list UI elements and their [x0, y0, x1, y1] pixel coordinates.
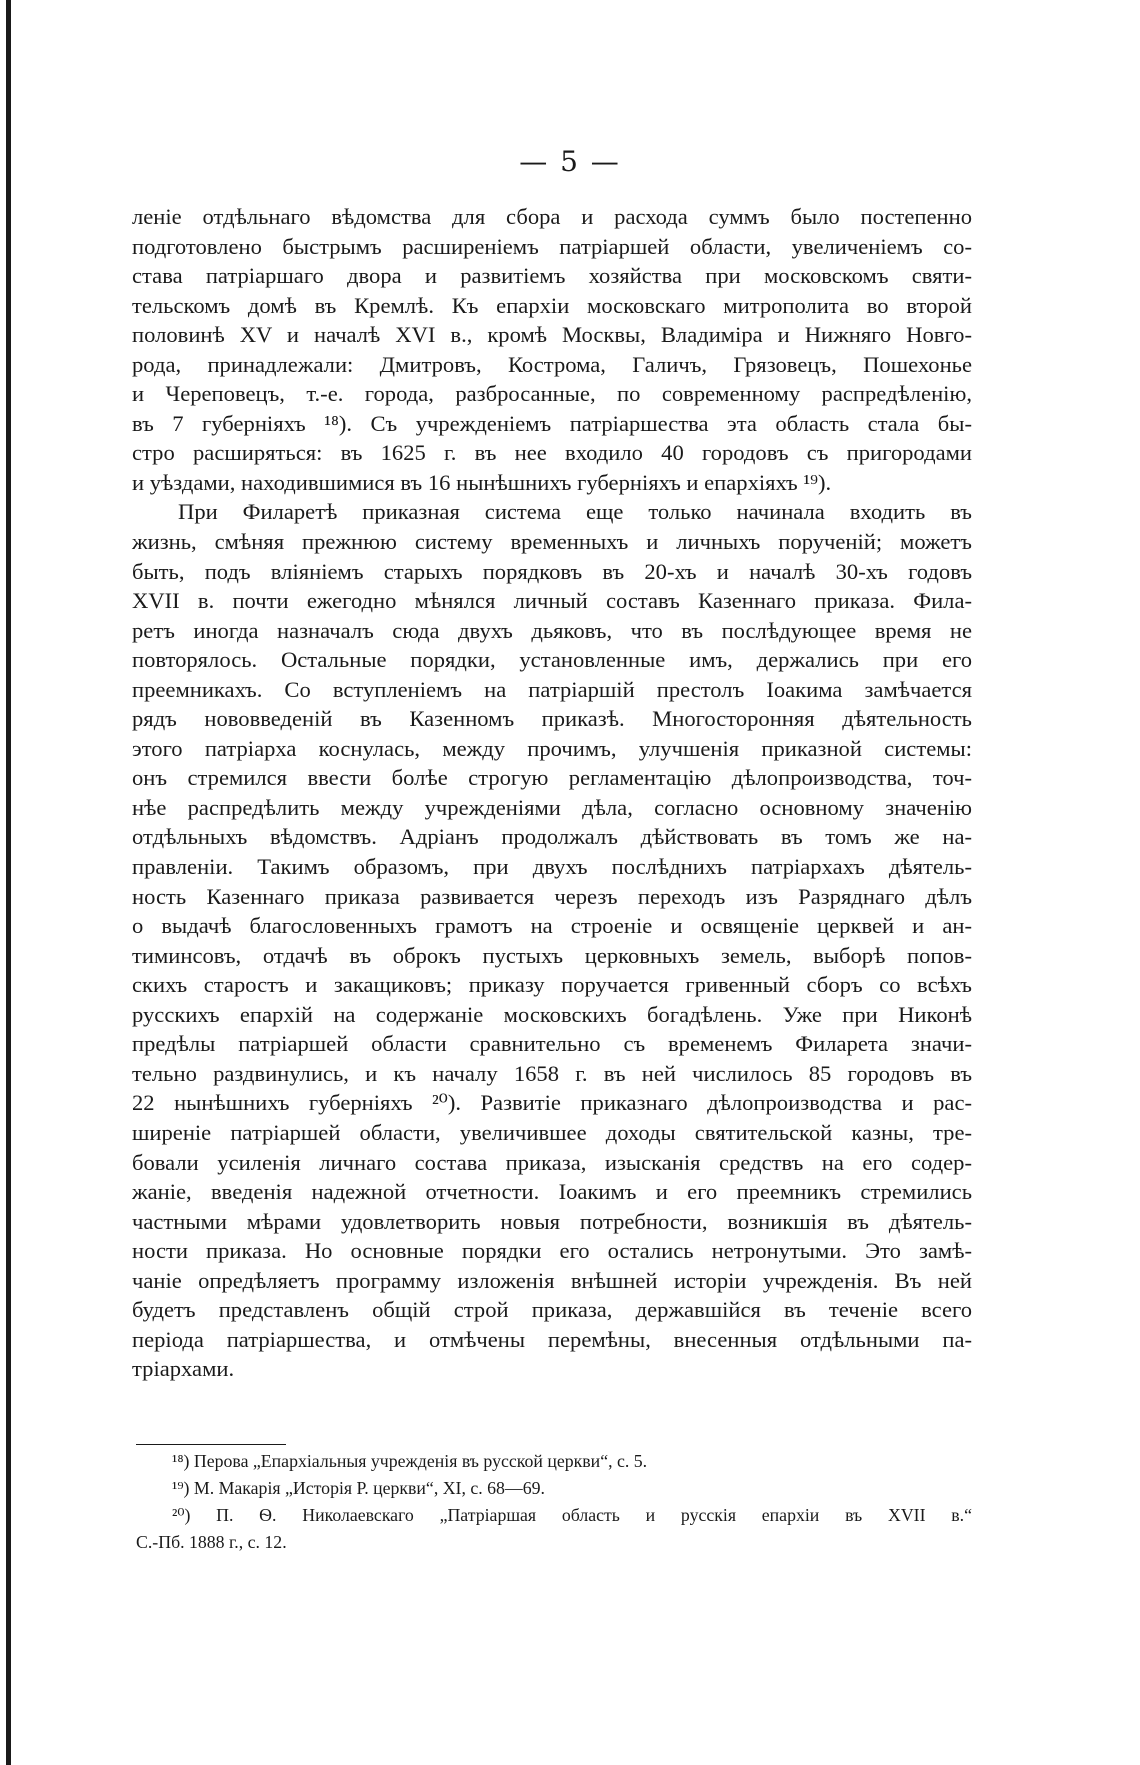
text-line: ретъ иногда назначалъ сюда двухъ дьяковъ, что въ послѣдующее время не	[132, 617, 972, 643]
text-line: тельскомъ домѣ въ Кремлѣ. Къ епархіи московскаго митрополита во второй	[132, 292, 972, 318]
page-number: — 5 —	[519, 145, 621, 178]
text-line: частными мѣрами удовлетворить новыя потребности, возникшія въ дѣятель-	[132, 1208, 972, 1234]
footnote-18: ¹⁸) Перова „Епархіальныя учрежденія въ русской церкви“, с. 5.	[172, 1451, 648, 1471]
text-line: рода, принадлежали: Дмитровъ, Кострома, Галичъ, Грязовецъ, Пошехонье	[132, 351, 972, 377]
text-line: скихъ старостъ и закащиковъ; приказу поручается гривенный сборъ со всѣхъ	[132, 972, 972, 998]
text-line: става патріаршаго двора и развитіемъ хозяйства при московскомъ святи-	[132, 263, 972, 289]
text-line: преемникахъ. Со вступленіемъ на патріаршій престолъ Іоакима замѣчается	[132, 676, 972, 702]
footnote-20-continuation: С.-Пб. 1888 г., с. 12.	[136, 1532, 287, 1552]
text-line: и уѣздами, находившимися въ 16 нынѣшнихъ губерніяхъ и епархіяхъ ¹⁹).	[132, 469, 832, 495]
text-line: будетъ представленъ общій строй приказа, державшійся въ теченіе всего	[132, 1297, 972, 1323]
scan-border	[6, 0, 11, 1765]
text-line: стро расширяться: въ 1625 г. въ нее входило 40 городовъ съ пригородами	[132, 440, 972, 466]
text-line: половинѣ XV и началѣ XVI в., кромѣ Москвы, Владиміра и Нижняго Новго-	[132, 322, 972, 348]
text-line: правленіи. Такимъ образомъ, при двухъ послѣднихъ патріархахъ дѣятель-	[132, 854, 972, 880]
text-line: о выдачѣ благословенныхъ грамотъ на строеніе и освященіе церквей и ан-	[132, 913, 972, 939]
text-line: чаніе опредѣляетъ программу изложенія внѣшней исторіи учрежденія. Въ ней	[132, 1267, 972, 1293]
text-line: тиминсовъ, отдачѣ въ оброкъ пустыхъ церковныхъ земель, выборѣ попов-	[132, 942, 972, 968]
text-line: XVII в. почти ежегодно мѣнялся личный составъ Казеннаго приказа. Фила-	[132, 588, 972, 614]
footnotes	[136, 1448, 972, 1556]
text-line: жизнь, смѣняя прежнюю систему временныхъ и личныхъ порученій; можетъ	[132, 529, 972, 555]
text-line: ширеніе патріаршей области, увеличившее доходы святительской казны, тре-	[132, 1119, 972, 1145]
paragraph-start: При Филаретѣ приказная система еще только начинала входить въ	[178, 499, 972, 525]
text-line: 22 нынѣшнихъ губерніяхъ ²⁰). Развитіе приказнаго дѣлопроизводства и рас-	[132, 1090, 972, 1116]
text-line: онъ стремился ввести болѣе строгую регламентацію дѣлопроизводства, точ-	[132, 765, 972, 791]
text-line: русскихъ епархій на содержаніе московскихъ богадѣлень. Уже при Никонѣ	[132, 1001, 972, 1027]
text-line: леніе отдѣльнаго вѣдомства для сбора и расхода суммъ было постепенно	[132, 204, 972, 229]
text-line: быть, подъ вліяніемъ старыхъ порядковъ въ 20-хъ и началѣ 30-хъ годовъ	[132, 558, 972, 584]
main-text	[132, 202, 972, 1384]
text-line: этого патріарха коснулась, между прочимъ, улучшенія приказной системы:	[132, 735, 972, 761]
footnote-divider	[136, 1444, 286, 1445]
text-line: въ 7 губерніяхъ ¹⁸). Съ учрежденіемъ патріаршества эта область стала бы-	[132, 410, 972, 436]
text-line: жаніе, введенія надежной отчетности. Іоакимъ и его преемникъ стремились	[132, 1179, 972, 1205]
text-line: ности приказа. Но основные порядки его остались нетронутыми. Это замѣ-	[132, 1238, 972, 1264]
text-line: тельно раздвинулись, и къ началу 1658 г. въ ней числилось 85 городовъ въ	[132, 1060, 972, 1086]
text-line: бовали усиленія личнаго состава приказа, изысканія средствъ на его содер-	[132, 1149, 972, 1175]
footnote-20: ²⁰) П. Ѳ. Николаевскаго „Патріаршая область и русскія епархіи въ XVII в.“	[172, 1505, 972, 1525]
text-line: подготовлено быстрымъ расширеніемъ патріаршей области, увеличеніемъ со-	[132, 233, 972, 259]
footnote-19: ¹⁹) М. Макарія „Исторія Р. церкви“, XI, с. 68—69.	[172, 1478, 545, 1498]
text-line: періода патріаршества, и отмѣчены перемѣны, внесенныя отдѣльными па-	[132, 1326, 972, 1352]
text-line: отдѣльныхъ вѣдомствъ. Адріанъ продолжалъ дѣйствовать въ томъ же на-	[132, 824, 972, 850]
text-line: повторялось. Остальные порядки, установленные имъ, держались при его	[132, 647, 972, 673]
text-line: рядъ нововведеній въ Казенномъ приказѣ. Многосторонняя дѣятельность	[132, 706, 972, 732]
text-line: тріархами.	[132, 1356, 235, 1382]
text-line: ность Казеннаго приказа развивается черезъ переходъ изъ Разряднаго дѣлъ	[132, 883, 972, 909]
text-line: предѣлы патріаршей области сравнительно съ временемъ Филарета значи-	[132, 1031, 972, 1057]
text-line: и Череповецъ, т.-е. города, разбросанные, по современному распредѣленію,	[132, 381, 972, 407]
text-line: нѣе распредѣлить между учрежденіями дѣла, согласно основному значенію	[132, 794, 972, 820]
